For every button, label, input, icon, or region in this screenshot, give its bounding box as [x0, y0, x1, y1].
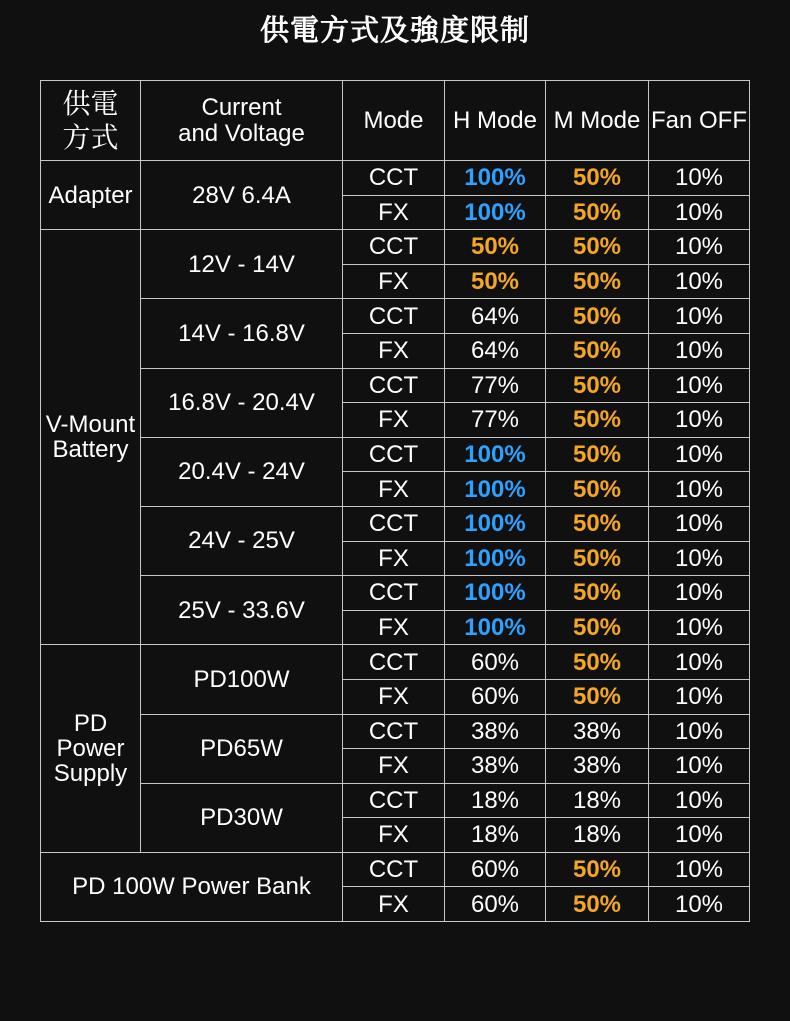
- table-row: [41, 161, 750, 196]
- h-mode-cell: 38%: [445, 749, 546, 784]
- mode-cell: CCT: [343, 299, 445, 334]
- mode-cell: CCT: [343, 783, 445, 818]
- m-mode-cell: 50%: [546, 161, 649, 196]
- fan-off-cell: 10%: [649, 818, 750, 853]
- m-mode-cell: 50%: [546, 195, 649, 230]
- h-mode-cell: 18%: [445, 818, 546, 853]
- m-mode-cell: 50%: [546, 299, 649, 334]
- mode-cell: CCT: [343, 368, 445, 403]
- table-row: [41, 230, 750, 265]
- fan-off-cell: 10%: [649, 264, 750, 299]
- power-source-label: [41, 852, 343, 921]
- header-power-source-line1: 供電: [62, 86, 119, 120]
- h-mode-cell: 60%: [445, 852, 546, 887]
- m-mode-cell: 38%: [546, 714, 649, 749]
- mode-cell: CCT: [343, 230, 445, 265]
- m-mode-cell: 50%: [546, 333, 649, 368]
- current-voltage-cell: 24V - 25V: [141, 506, 343, 575]
- fan-off-cell: 10%: [649, 887, 750, 922]
- header-h-mode: H Mode: [445, 81, 546, 161]
- h-mode-cell: 64%: [445, 333, 546, 368]
- current-voltage-cell: 16.8V - 20.4V: [141, 368, 343, 437]
- header-power-source-line2: 方式: [62, 120, 119, 154]
- h-mode-cell: 60%: [445, 645, 546, 680]
- h-mode-cell: 100%: [445, 161, 546, 196]
- table-row: [41, 506, 750, 541]
- fan-off-cell: 10%: [649, 161, 750, 196]
- m-mode-cell: 50%: [546, 576, 649, 611]
- mode-cell: FX: [343, 472, 445, 507]
- fan-off-cell: 10%: [649, 299, 750, 334]
- m-mode-cell: 50%: [546, 541, 649, 576]
- power-source-label: [41, 230, 141, 645]
- mode-cell: CCT: [343, 576, 445, 611]
- h-mode-cell: 77%: [445, 368, 546, 403]
- power-limit-table: [40, 80, 750, 922]
- fan-off-cell: 10%: [649, 368, 750, 403]
- fan-off-cell: 10%: [649, 852, 750, 887]
- fan-off-cell: 10%: [649, 679, 750, 714]
- current-voltage-cell: PD30W: [141, 783, 343, 852]
- current-voltage-cell: PD100W: [141, 645, 343, 714]
- m-mode-cell: 38%: [546, 749, 649, 784]
- table-row: [41, 714, 750, 749]
- table-row: [41, 437, 750, 472]
- fan-off-cell: 10%: [649, 472, 750, 507]
- power-source-label-line: Power: [56, 735, 125, 762]
- table-row: [41, 368, 750, 403]
- m-mode-cell: 50%: [546, 610, 649, 645]
- m-mode-cell: 50%: [546, 679, 649, 714]
- h-mode-cell: 100%: [445, 506, 546, 541]
- mode-cell: CCT: [343, 506, 445, 541]
- mode-cell: FX: [343, 749, 445, 784]
- mode-cell: CCT: [343, 437, 445, 472]
- m-mode-cell: 50%: [546, 437, 649, 472]
- header-row: [41, 81, 750, 161]
- header-cv-line1: Current: [201, 94, 282, 122]
- power-source-label-line: Supply: [53, 760, 128, 788]
- power-source-label: [41, 161, 141, 230]
- h-mode-cell: 60%: [445, 887, 546, 922]
- table-row: [41, 576, 750, 611]
- fan-off-cell: 10%: [649, 783, 750, 818]
- m-mode-cell: 50%: [546, 645, 649, 680]
- fan-off-cell: 10%: [649, 506, 750, 541]
- mode-cell: FX: [343, 818, 445, 853]
- h-mode-cell: 18%: [445, 783, 546, 818]
- current-voltage-cell: 12V - 14V: [141, 230, 343, 299]
- fan-off-cell: 10%: [649, 576, 750, 611]
- m-mode-cell: 50%: [546, 852, 649, 887]
- power-source-label-line: PD 100W Power Bank: [72, 873, 311, 901]
- table-row: [41, 645, 750, 680]
- m-mode-cell: 50%: [546, 368, 649, 403]
- mode-cell: FX: [343, 541, 445, 576]
- h-mode-cell: 50%: [445, 230, 546, 265]
- h-mode-cell: 64%: [445, 299, 546, 334]
- header-fan-off: Fan OFF: [649, 81, 750, 161]
- fan-off-cell: 10%: [649, 230, 750, 265]
- m-mode-cell: 18%: [546, 818, 649, 853]
- h-mode-cell: 50%: [445, 264, 546, 299]
- mode-cell: FX: [343, 403, 445, 438]
- power-source-label-line: Battery: [52, 436, 129, 464]
- h-mode-cell: 100%: [445, 610, 546, 645]
- h-mode-cell: 77%: [445, 403, 546, 438]
- h-mode-cell: 100%: [445, 195, 546, 230]
- current-voltage-cell: 14V - 16.8V: [141, 299, 343, 368]
- h-mode-cell: 38%: [445, 714, 546, 749]
- m-mode-cell: 18%: [546, 783, 649, 818]
- h-mode-cell: 100%: [445, 576, 546, 611]
- m-mode-cell: 50%: [546, 230, 649, 265]
- fan-off-cell: 10%: [649, 403, 750, 438]
- mode-cell: FX: [343, 610, 445, 645]
- fan-off-cell: 10%: [649, 749, 750, 784]
- fan-off-cell: 10%: [649, 714, 750, 749]
- page-title: 供電方式及強度限制: [259, 13, 530, 47]
- h-mode-cell: 100%: [445, 437, 546, 472]
- table-row: [41, 299, 750, 334]
- fan-off-cell: 10%: [649, 333, 750, 368]
- mode-cell: FX: [343, 333, 445, 368]
- mode-cell: FX: [343, 195, 445, 230]
- m-mode-cell: 50%: [546, 264, 649, 299]
- current-voltage-cell: 20.4V - 24V: [141, 437, 343, 506]
- fan-off-cell: 10%: [649, 195, 750, 230]
- current-voltage-cell: 25V - 33.6V: [141, 576, 343, 645]
- power-source-label: [41, 645, 141, 853]
- header-m-mode: M Mode: [546, 81, 649, 161]
- current-voltage-cell: PD65W: [141, 714, 343, 783]
- header-cv-line2: and Voltage: [178, 119, 305, 147]
- h-mode-cell: 60%: [445, 679, 546, 714]
- h-mode-cell: 100%: [445, 472, 546, 507]
- table-row: [41, 852, 750, 887]
- power-source-label-line: Adapter: [48, 181, 133, 209]
- mode-cell: CCT: [343, 645, 445, 680]
- header-current-voltage: [141, 81, 343, 161]
- h-mode-cell: 100%: [445, 541, 546, 576]
- mode-cell: FX: [343, 264, 445, 299]
- fan-off-cell: 10%: [649, 541, 750, 576]
- m-mode-cell: 50%: [546, 506, 649, 541]
- m-mode-cell: 50%: [546, 887, 649, 922]
- mode-cell: FX: [343, 679, 445, 714]
- mode-cell: CCT: [343, 852, 445, 887]
- power-source-label-line: V-Mount: [45, 411, 136, 439]
- m-mode-cell: 50%: [546, 472, 649, 507]
- header-power-source: [41, 81, 141, 161]
- current-voltage-cell: 28V 6.4A: [141, 161, 343, 230]
- mode-cell: CCT: [343, 714, 445, 749]
- fan-off-cell: 10%: [649, 610, 750, 645]
- power-source-label-line: PD: [73, 709, 108, 737]
- table-row: [41, 783, 750, 818]
- fan-off-cell: 10%: [649, 437, 750, 472]
- mode-cell: CCT: [343, 161, 445, 196]
- mode-cell: FX: [343, 887, 445, 922]
- fan-off-cell: 10%: [649, 645, 750, 680]
- header-mode: Mode: [343, 81, 445, 161]
- m-mode-cell: 50%: [546, 403, 649, 438]
